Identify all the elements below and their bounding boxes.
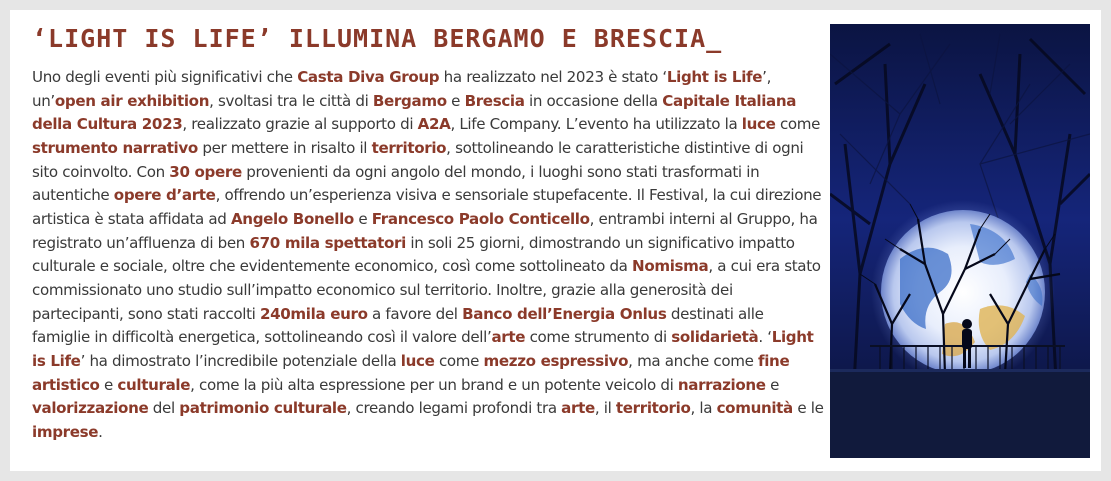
highlighted-phrase: solidarietà <box>671 328 759 347</box>
body-text-run: come <box>775 115 821 134</box>
body-text-run: e <box>353 209 372 228</box>
body-text-run: , Life Company. L’evento ha utilizzato la <box>450 115 742 134</box>
highlighted-phrase: Capitale Italiana della Cultura 2023 <box>32 91 797 134</box>
body-text-run: , entrambi interni al Gruppo, ha registrato un’affluenza di ben <box>32 209 818 252</box>
body-text-run: Uno degli eventi più significativi che <box>32 68 298 86</box>
highlighted-phrase: territorio <box>371 138 447 157</box>
body-text-run: ha realizzato nel 2023 è stato ‘ <box>439 68 667 86</box>
highlighted-phrase: 670 mila spettatori <box>249 233 406 252</box>
highlighted-phrase: comunità <box>716 399 793 418</box>
highlighted-phrase: luce <box>741 115 776 134</box>
highlighted-phrase: Banco dell’Energia Onlus <box>462 304 667 323</box>
body-text-run: , il <box>594 399 616 418</box>
body-text-run: a favore del <box>367 304 463 323</box>
body-text-run: come strumento di <box>525 328 672 347</box>
highlighted-phrase: narrazione <box>677 375 766 394</box>
highlighted-phrase: mezzo espressivo <box>483 351 629 370</box>
highlighted-phrase: valorizzazione <box>32 399 149 418</box>
body-text-run: ’, un’ <box>32 68 772 110</box>
body-text-run: in soli 25 giorni, dimostrando un significativo impatto culturale e sociale, oltre che evidentemente economico, così come sottolineato da <box>32 233 795 276</box>
highlighted-phrase: open air exhibition <box>54 91 210 110</box>
article-title: ‘LIGHT IS LIFE’ ILLUMINA BERGAMO E BRESCIA_ <box>32 24 723 53</box>
body-text-run: , la <box>690 399 717 418</box>
highlighted-phrase: Light is Life <box>666 68 763 86</box>
highlighted-phrase: Nomisma <box>632 257 709 276</box>
body-text-run: , come la più alta espressione per un brand e un potente veicolo di <box>190 375 678 394</box>
body-text-run: in occasione della <box>524 91 663 110</box>
highlighted-phrase: culturale <box>117 375 191 394</box>
body-text-run: , ma anche come <box>628 351 759 370</box>
highlighted-phrase: arte <box>491 328 526 347</box>
body-text-run: e <box>765 375 780 394</box>
body-text-run: . ‘ <box>758 328 772 347</box>
highlighted-phrase: 30 opere <box>169 162 242 181</box>
body-text-run: , realizzato grazie al supporto di <box>182 115 418 134</box>
body-text-run: provenienti da ogni angolo del mondo, i luoghi sono stati trasformati in autentiche <box>32 162 760 205</box>
body-text-run: del <box>148 399 180 418</box>
body-text-run: , svoltasi tra le città di <box>209 91 373 110</box>
highlighted-phrase: Bergamo <box>372 91 447 110</box>
highlighted-phrase: imprese <box>32 422 99 441</box>
highlighted-phrase: luce <box>400 351 435 370</box>
highlighted-phrase: arte <box>561 399 595 418</box>
body-text-run: e <box>446 91 465 110</box>
illuminated-earth-globe-photo <box>830 24 1090 458</box>
highlighted-phrase: 240mila euro <box>259 304 368 323</box>
body-text-run: , creando legami profondi tra <box>346 399 562 418</box>
highlighted-phrase: Brescia <box>464 91 525 110</box>
body-text-run: e <box>99 375 118 394</box>
highlighted-phrase: A2A <box>417 115 451 134</box>
highlighted-phrase: opere d’arte <box>113 186 216 205</box>
article-body <box>32 66 824 445</box>
highlighted-phrase: Light is Life <box>32 328 814 370</box>
highlighted-phrase: fine artistico <box>32 351 790 394</box>
body-text-run: per mettere in risalto il <box>197 138 372 157</box>
globe-night-scene-image <box>830 24 1090 458</box>
body-text-run: . <box>98 422 103 441</box>
highlighted-phrase: strumento narrativo <box>32 138 198 157</box>
body-text-run: come <box>434 351 484 370</box>
highlighted-phrase: territorio <box>615 399 691 418</box>
body-text-run: , sottolineando le caratteristiche distintive di ogni sito coinvolto. Con <box>32 138 804 181</box>
highlighted-phrase: patrimonio culturale <box>179 399 347 418</box>
highlighted-phrase: Angelo Bonello <box>230 209 354 228</box>
body-text-run: ’ ha dimostrato l’incredibile potenziale della <box>80 351 401 370</box>
highlighted-phrase: Casta Diva Group <box>297 68 440 86</box>
body-text-run: destinati alle famiglie in difficoltà energetica, sottolineando così il valore dell’ <box>32 304 764 347</box>
body-text-run: , a cui era stato commissionato uno studio sull’impatto economico sul territorio. Inoltre, grazie alla generosità dei partecipanti, sono stati raccolti <box>32 257 821 323</box>
body-text-run: e le <box>792 399 824 418</box>
article-card <box>10 10 1101 471</box>
body-text-run: , offrendo un’esperienza visiva e sensoriale stupefacente. Il Festival, la cui direzione artistica è stata affidata ad <box>32 186 822 228</box>
highlighted-phrase: Francesco Paolo Conticello <box>371 209 590 228</box>
